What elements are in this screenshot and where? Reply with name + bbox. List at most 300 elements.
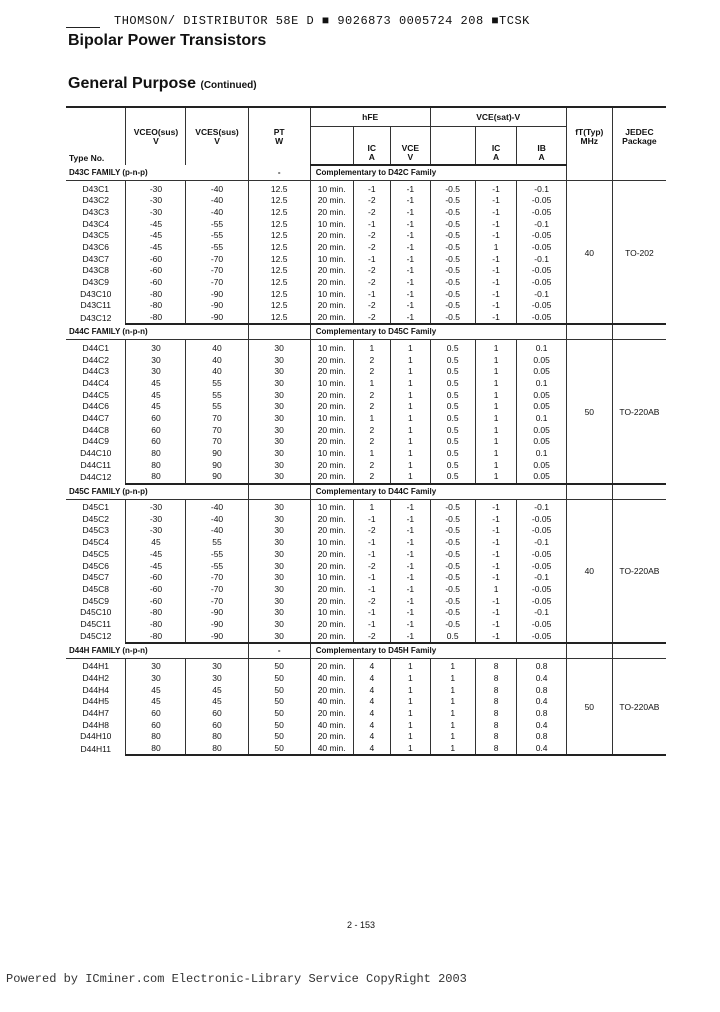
table-cell: 0.1 — [517, 340, 566, 354]
table-cell: 1 — [353, 377, 390, 389]
table-cell: -30 — [126, 195, 186, 207]
table-cell: -90 — [186, 630, 248, 643]
table-cell: 45 — [126, 537, 186, 549]
table-cell: -1 — [391, 312, 431, 325]
table-cell: -0.5 — [430, 206, 475, 218]
table-cell: -1 — [391, 607, 431, 619]
table-cell: 30 — [248, 595, 310, 607]
table-cell: -1 — [391, 572, 431, 584]
table-cell: 10 min. — [310, 412, 353, 424]
table-cell: -80 — [126, 300, 186, 312]
table-cell: 1 — [475, 447, 517, 459]
table-cell: 0.8 — [517, 708, 566, 720]
table-cell: -0.05 — [517, 195, 566, 207]
table-cell: -0.5 — [430, 499, 475, 513]
table-cell: 70 — [186, 436, 248, 448]
transistor-spec-table — [66, 106, 666, 756]
table-cell: 20 min. — [310, 658, 353, 672]
col-vcesat-group: VCE(sat)-V — [430, 107, 566, 127]
table-cell: -2 — [353, 241, 390, 253]
table-cell: 90 — [186, 459, 248, 471]
table-cell: -1 — [391, 218, 431, 230]
table-cell: -1 — [475, 572, 517, 584]
table-cell: 0.5 — [430, 366, 475, 378]
table-cell: D45C5 — [66, 548, 126, 560]
table-cell: -1 — [475, 218, 517, 230]
table-cell: -0.5 — [430, 583, 475, 595]
table-cell: 40 min. — [310, 672, 353, 684]
table-cell: 45 — [126, 401, 186, 413]
section-name: General Purpose — [68, 75, 197, 92]
table-cell: 8 — [475, 708, 517, 720]
table-cell: -80 — [126, 630, 186, 643]
table-cell: -1 — [353, 548, 390, 560]
table-cell: -0.05 — [517, 300, 566, 312]
table-cell: 60 — [126, 424, 186, 436]
table-cell: 2 — [353, 459, 390, 471]
table-cell: D43C2 — [66, 195, 126, 207]
table-row — [66, 181, 666, 195]
table-cell: -2 — [353, 525, 390, 537]
table-cell: 1 — [430, 743, 475, 756]
table-cell: -1 — [475, 253, 517, 265]
table-cell: -1 — [475, 499, 517, 513]
table-cell: D44C6 — [66, 401, 126, 413]
table-cell: 20 min. — [310, 548, 353, 560]
col-vcesat-value — [430, 127, 475, 166]
family-package-head — [612, 324, 666, 340]
table-cell: 30 — [248, 548, 310, 560]
table-cell: 20 min. — [310, 424, 353, 436]
table-cell: -0.05 — [517, 618, 566, 630]
table-cell: 20 min. — [310, 471, 353, 484]
table-cell: D45C4 — [66, 537, 126, 549]
table-cell: -0.5 — [430, 595, 475, 607]
table-cell: 1 — [353, 447, 390, 459]
table-cell: 0.05 — [517, 354, 566, 366]
table-cell: -2 — [353, 195, 390, 207]
table-cell: -45 — [126, 218, 186, 230]
table-cell: D43C3 — [66, 206, 126, 218]
family-package-head — [612, 484, 666, 500]
table-cell: 1 — [391, 672, 431, 684]
table-cell: 20 min. — [310, 459, 353, 471]
table-cell: 0.1 — [517, 377, 566, 389]
table-cell: 30 — [248, 412, 310, 424]
table-cell: 40 min. — [310, 743, 353, 756]
table-cell: -1 — [475, 300, 517, 312]
table-cell: 1 — [391, 340, 431, 354]
table-cell: 0.5 — [430, 459, 475, 471]
table-cell: -55 — [186, 218, 248, 230]
table-cell: D44C1 — [66, 340, 126, 354]
table-cell: D44C5 — [66, 389, 126, 401]
table-row — [66, 340, 666, 354]
table-cell: -55 — [186, 241, 248, 253]
col-vceo: VCEO(sus) V — [126, 107, 186, 165]
table-cell: 0.5 — [430, 389, 475, 401]
table-cell: -1 — [391, 230, 431, 242]
table-cell: -2 — [353, 312, 390, 325]
table-cell: -40 — [186, 206, 248, 218]
family-package: TO-220AB — [612, 499, 666, 643]
table-cell: 1 — [475, 424, 517, 436]
table-cell: -60 — [126, 595, 186, 607]
table-cell: -30 — [126, 525, 186, 537]
table-cell: -1 — [391, 525, 431, 537]
table-cell: 30 — [126, 340, 186, 354]
table-cell: -1 — [391, 630, 431, 643]
table-cell: 0.4 — [517, 743, 566, 756]
table-cell: 0.5 — [430, 436, 475, 448]
table-cell: 1 — [391, 708, 431, 720]
table-cell: 1 — [475, 389, 517, 401]
table-cell: 20 min. — [310, 513, 353, 525]
table-cell: 20 min. — [310, 312, 353, 325]
table-cell: 0.5 — [430, 412, 475, 424]
table-cell: -2 — [353, 595, 390, 607]
family-name: D43C FAMILY (p-n-p) — [66, 165, 248, 181]
table-cell: 1 — [391, 459, 431, 471]
table-cell: -45 — [126, 548, 186, 560]
table-cell: 10 min. — [310, 253, 353, 265]
table-cell: -0.05 — [517, 277, 566, 289]
table-cell: -0.1 — [517, 572, 566, 584]
table-cell: 8 — [475, 743, 517, 756]
page-header — [0, 0, 720, 60]
table-cell: -1 — [353, 513, 390, 525]
table-cell: -1 — [475, 195, 517, 207]
table-cell: -1 — [475, 513, 517, 525]
family-name: D45C FAMILY (p-n-p) — [66, 484, 248, 500]
table-cell: D44C10 — [66, 447, 126, 459]
table-cell: D45C9 — [66, 595, 126, 607]
table-cell: -1 — [391, 513, 431, 525]
table-cell: -90 — [186, 607, 248, 619]
table-cell: 10 min. — [310, 181, 353, 195]
table-cell: -0.5 — [430, 607, 475, 619]
table-cell: 40 — [186, 354, 248, 366]
table-cell: -1 — [391, 288, 431, 300]
table-cell: -60 — [126, 253, 186, 265]
table-cell: 45 — [126, 696, 186, 708]
family-pt — [248, 484, 310, 500]
table-cell: 10 min. — [310, 340, 353, 354]
table-cell: D43C8 — [66, 265, 126, 277]
table-cell: 30 — [248, 459, 310, 471]
table-cell: -1 — [353, 572, 390, 584]
table-cell: 45 — [126, 377, 186, 389]
table-cell: D43C10 — [66, 288, 126, 300]
table-cell: -1 — [391, 265, 431, 277]
table-cell: 55 — [186, 377, 248, 389]
table-cell: -1 — [353, 607, 390, 619]
table-cell: 60 — [186, 708, 248, 720]
table-cell: 55 — [186, 401, 248, 413]
table-cell: 30 — [248, 471, 310, 484]
table-cell: 2 — [353, 366, 390, 378]
table-cell: 20 min. — [310, 436, 353, 448]
table-cell: 10 min. — [310, 537, 353, 549]
table-cell: -40 — [186, 513, 248, 525]
table-cell: D45C3 — [66, 525, 126, 537]
table-cell: -0.05 — [517, 630, 566, 643]
table-cell: -2 — [353, 265, 390, 277]
table-cell: 12.5 — [248, 253, 310, 265]
table-cell: 0.05 — [517, 471, 566, 484]
table-cell: -70 — [186, 572, 248, 584]
table-cell: 30 — [248, 447, 310, 459]
table-cell: -1 — [475, 230, 517, 242]
table-cell: 12.5 — [248, 241, 310, 253]
table-cell: 1 — [391, 354, 431, 366]
table-cell: 12.5 — [248, 230, 310, 242]
table-cell: 30 — [248, 424, 310, 436]
table-cell: -0.5 — [430, 525, 475, 537]
table-cell: 0.5 — [430, 447, 475, 459]
table-cell: -0.5 — [430, 548, 475, 560]
table-cell: -1 — [391, 537, 431, 549]
table-cell: 0.8 — [517, 731, 566, 743]
table-cell: -1 — [391, 277, 431, 289]
table-cell: 12.5 — [248, 195, 310, 207]
table-cell: 1 — [475, 471, 517, 484]
table-cell: -40 — [186, 181, 248, 195]
table-cell: 1 — [475, 377, 517, 389]
table-cell: -0.1 — [517, 537, 566, 549]
table-cell: -80 — [126, 618, 186, 630]
table-cell: -0.05 — [517, 265, 566, 277]
table-cell: 4 — [353, 696, 390, 708]
table-cell: 8 — [475, 696, 517, 708]
table-cell: 20 min. — [310, 560, 353, 572]
table-cell: 12.5 — [248, 218, 310, 230]
table-cell: 1 — [391, 684, 431, 696]
table-cell: 0.5 — [430, 424, 475, 436]
table-cell: 45 — [186, 684, 248, 696]
table-cell: -0.5 — [430, 572, 475, 584]
table-cell: -2 — [353, 277, 390, 289]
table-cell: 80 — [126, 743, 186, 756]
table-cell: -90 — [186, 300, 248, 312]
table-cell: -30 — [126, 181, 186, 195]
table-cell: 1 — [475, 241, 517, 253]
table-cell: 0.5 — [430, 377, 475, 389]
table-cell: D43C11 — [66, 300, 126, 312]
col-pt: PT W — [248, 107, 310, 165]
table-cell: 30 — [126, 658, 186, 672]
table-cell: 0.8 — [517, 658, 566, 672]
table-cell: 12.5 — [248, 181, 310, 195]
table-cell: 1 — [430, 696, 475, 708]
table-cell: 8 — [475, 719, 517, 731]
table-cell: 0.05 — [517, 401, 566, 413]
table-cell: 12.5 — [248, 300, 310, 312]
table-cell: 55 — [186, 389, 248, 401]
table-cell: -80 — [126, 288, 186, 300]
table-cell: 0.4 — [517, 719, 566, 731]
family-pt: - — [248, 165, 310, 181]
table-cell: 20 min. — [310, 583, 353, 595]
table-cell: -1 — [391, 560, 431, 572]
col-ic2: IC A — [475, 127, 517, 166]
table-cell: 20 min. — [310, 731, 353, 743]
table-cell: -0.05 — [517, 525, 566, 537]
table-cell: 1 — [391, 366, 431, 378]
table-cell: 40 min. — [310, 719, 353, 731]
table-cell: 60 — [126, 412, 186, 424]
table-cell: -0.1 — [517, 218, 566, 230]
table-cell: D44C3 — [66, 366, 126, 378]
table-cell: 1 — [430, 672, 475, 684]
table-cell: 30 — [126, 354, 186, 366]
table-cell: 30 — [248, 560, 310, 572]
table-cell: 30 — [248, 354, 310, 366]
table-cell: -90 — [186, 618, 248, 630]
table-cell: 30 — [248, 618, 310, 630]
table-cell: 2 — [353, 354, 390, 366]
table-cell: -1 — [391, 618, 431, 630]
table-cell: D44C2 — [66, 354, 126, 366]
table-cell: 0.1 — [517, 447, 566, 459]
table-cell: D44H2 — [66, 672, 126, 684]
table-cell: D45C10 — [66, 607, 126, 619]
table-cell: -1 — [475, 548, 517, 560]
table-cell: -45 — [126, 560, 186, 572]
table-cell: 70 — [186, 424, 248, 436]
family-ft: 40 — [566, 499, 612, 643]
table-cell: 20 min. — [310, 684, 353, 696]
table-cell: 0.05 — [517, 366, 566, 378]
table-cell: 4 — [353, 708, 390, 720]
table-cell: 4 — [353, 731, 390, 743]
table-cell: D44C8 — [66, 424, 126, 436]
table-cell: 45 — [126, 389, 186, 401]
table-cell: -90 — [186, 312, 248, 325]
table-cell: 4 — [353, 743, 390, 756]
table-cell: 20 min. — [310, 206, 353, 218]
table-cell: -60 — [126, 277, 186, 289]
table-cell: 1 — [353, 499, 390, 513]
family-header-row — [66, 324, 666, 340]
table-cell: 60 — [126, 708, 186, 720]
table-cell: -80 — [126, 607, 186, 619]
table-cell: 1 — [391, 471, 431, 484]
table-cell: 1 — [475, 401, 517, 413]
table-cell: 30 — [186, 658, 248, 672]
table-cell: -1 — [353, 618, 390, 630]
table-cell: -1 — [475, 277, 517, 289]
table-cell: 12.5 — [248, 265, 310, 277]
table-cell: D45C12 — [66, 630, 126, 643]
table-cell: -0.05 — [517, 241, 566, 253]
table-cell: -60 — [126, 265, 186, 277]
table-cell: 80 — [126, 731, 186, 743]
table-cell: 40 — [186, 340, 248, 354]
table-cell: -1 — [475, 630, 517, 643]
table-cell: -0.5 — [430, 218, 475, 230]
table-cell: 20 min. — [310, 630, 353, 643]
table-cell: D44H5 — [66, 696, 126, 708]
table-cell: 0.05 — [517, 389, 566, 401]
table-cell: 45 — [126, 684, 186, 696]
table-cell: 30 — [186, 672, 248, 684]
table-cell: 1 — [475, 354, 517, 366]
family-package-head — [612, 165, 666, 181]
table-cell: 1 — [391, 658, 431, 672]
table-cell: -55 — [186, 230, 248, 242]
col-ic: IC A — [353, 127, 390, 166]
table-cell: 55 — [186, 537, 248, 549]
family-package: TO-220AB — [612, 658, 666, 755]
table-cell: 12.5 — [248, 312, 310, 325]
table-cell: -40 — [186, 499, 248, 513]
family-package: TO-220AB — [612, 340, 666, 484]
family-ft-head — [566, 484, 612, 500]
table-cell: 0.4 — [517, 696, 566, 708]
table-cell: 0.1 — [517, 412, 566, 424]
table-cell: 1 — [430, 684, 475, 696]
table-cell: -30 — [126, 206, 186, 218]
table-cell: -1 — [391, 181, 431, 195]
col-ib: IB A — [517, 127, 566, 166]
table-cell: -1 — [475, 265, 517, 277]
table-cell: 1 — [391, 731, 431, 743]
table-cell: 0.5 — [430, 401, 475, 413]
table-cell: -1 — [475, 595, 517, 607]
table-cell: 0.5 — [430, 471, 475, 484]
table-cell: 12.5 — [248, 277, 310, 289]
table-cell: -0.05 — [517, 206, 566, 218]
table-cell: -1 — [391, 300, 431, 312]
table-cell: -0.5 — [430, 253, 475, 265]
table-cell: 60 — [126, 719, 186, 731]
family-pt: - — [248, 643, 310, 659]
family-header-row — [66, 165, 666, 181]
table-cell: 1 — [391, 719, 431, 731]
table-cell: -0.5 — [430, 277, 475, 289]
family-name: D44C FAMILY (n-p-n) — [66, 324, 248, 340]
table-cell: 60 — [126, 436, 186, 448]
distributor-line: THOMSON/ DISTRIBUTOR 58E D ■ 9026873 0005724 208 ■TCSK — [114, 14, 530, 28]
table-cell: 1 — [391, 424, 431, 436]
table-cell: 1 — [391, 401, 431, 413]
table-cell: -0.5 — [430, 560, 475, 572]
table-cell: 0.5 — [430, 354, 475, 366]
table-cell: 1 — [430, 719, 475, 731]
table-cell: 20 min. — [310, 525, 353, 537]
table-cell: -1 — [475, 607, 517, 619]
family-name: D44H FAMILY (n-p-n) — [66, 643, 248, 659]
table-cell: -60 — [126, 583, 186, 595]
table-cell: 45 — [186, 696, 248, 708]
table-cell: D43C9 — [66, 277, 126, 289]
col-vces: VCES(sus) V — [186, 107, 248, 165]
table-cell: 20 min. — [310, 300, 353, 312]
section-subtitle: (Continued) — [200, 80, 257, 91]
table-cell: 20 min. — [310, 618, 353, 630]
table-cell: -1 — [391, 206, 431, 218]
table-cell: 10 min. — [310, 447, 353, 459]
table-cell: 0.5 — [430, 340, 475, 354]
table-cell: D45C6 — [66, 560, 126, 572]
table-cell: 20 min. — [310, 708, 353, 720]
table-cell: D43C5 — [66, 230, 126, 242]
table-cell: 50 — [248, 719, 310, 731]
table-cell: -0.5 — [430, 300, 475, 312]
table-cell: D45C11 — [66, 618, 126, 630]
table-cell: 1 — [430, 658, 475, 672]
